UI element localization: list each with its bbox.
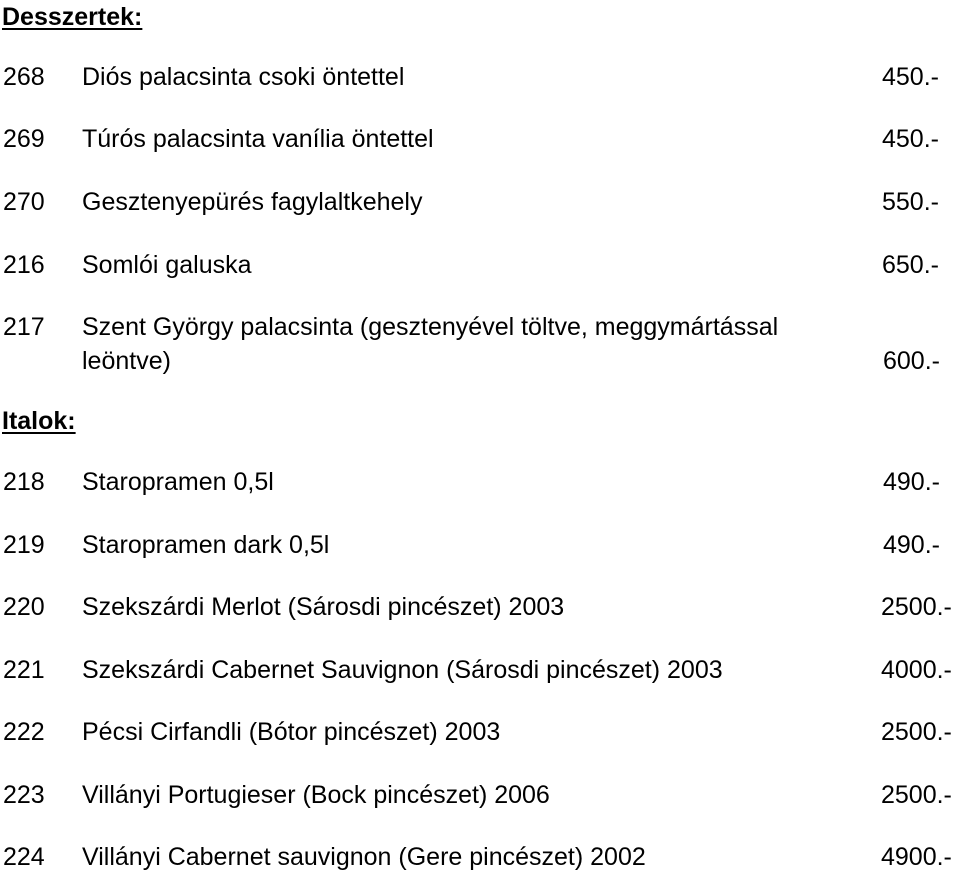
section-title-desserts: Desszertek: xyxy=(2,3,143,31)
item-name: Villányi Portugieser (Bock pincészet) 2006 xyxy=(82,781,550,809)
item-price: 450.- xyxy=(882,125,939,153)
item-number: 220 xyxy=(3,593,45,621)
item-price: 2500.- xyxy=(881,718,952,746)
item-number: 219 xyxy=(3,531,45,559)
item-name: Túrós palacsinta vanília öntettel xyxy=(82,125,434,153)
item-price: 490.- xyxy=(883,531,940,559)
item-name-continued: leöntve) xyxy=(82,347,171,375)
item-price: 490.- xyxy=(883,468,940,496)
item-price: 650.- xyxy=(882,251,939,279)
item-number: 218 xyxy=(3,468,45,496)
item-name: Staropramen 0,5l xyxy=(82,468,274,496)
item-price: 2500.- xyxy=(881,593,952,621)
item-number: 268 xyxy=(3,63,45,91)
item-price: 450.- xyxy=(882,63,939,91)
item-number: 217 xyxy=(3,313,45,341)
item-price: 4000.- xyxy=(881,656,952,684)
item-number: 223 xyxy=(3,781,45,809)
item-number: 222 xyxy=(3,718,45,746)
item-name: Pécsi Cirfandli (Bótor pincészet) 2003 xyxy=(82,718,501,746)
item-name: Villányi Cabernet sauvignon (Gere pincészet) 2002 xyxy=(82,843,646,871)
item-name: Somlói galuska xyxy=(82,251,252,279)
item-name: Staropramen dark 0,5l xyxy=(82,531,330,559)
item-price: 2500.- xyxy=(881,781,952,809)
section-title-drinks: Italok: xyxy=(2,407,76,435)
item-name: Gesztenyepürés fagylaltkehely xyxy=(82,188,423,216)
item-number: 216 xyxy=(3,251,45,279)
item-price: 550.- xyxy=(882,188,939,216)
item-number: 224 xyxy=(3,843,45,871)
item-number: 270 xyxy=(3,188,45,216)
item-name: Szekszárdi Cabernet Sauvignon (Sárosdi pincészet) 2003 xyxy=(82,656,723,684)
item-price: 600.- xyxy=(883,347,940,375)
item-number: 269 xyxy=(3,125,45,153)
item-number: 221 xyxy=(3,656,45,684)
item-name: Szekszárdi Merlot (Sárosdi pincészet) 2003 xyxy=(82,593,565,621)
item-name: Szent György palacsinta (gesztenyével töltve, meggymártással xyxy=(82,313,779,341)
item-price: 4900.- xyxy=(881,843,952,871)
item-name: Diós palacsinta csoki öntettel xyxy=(82,63,405,91)
